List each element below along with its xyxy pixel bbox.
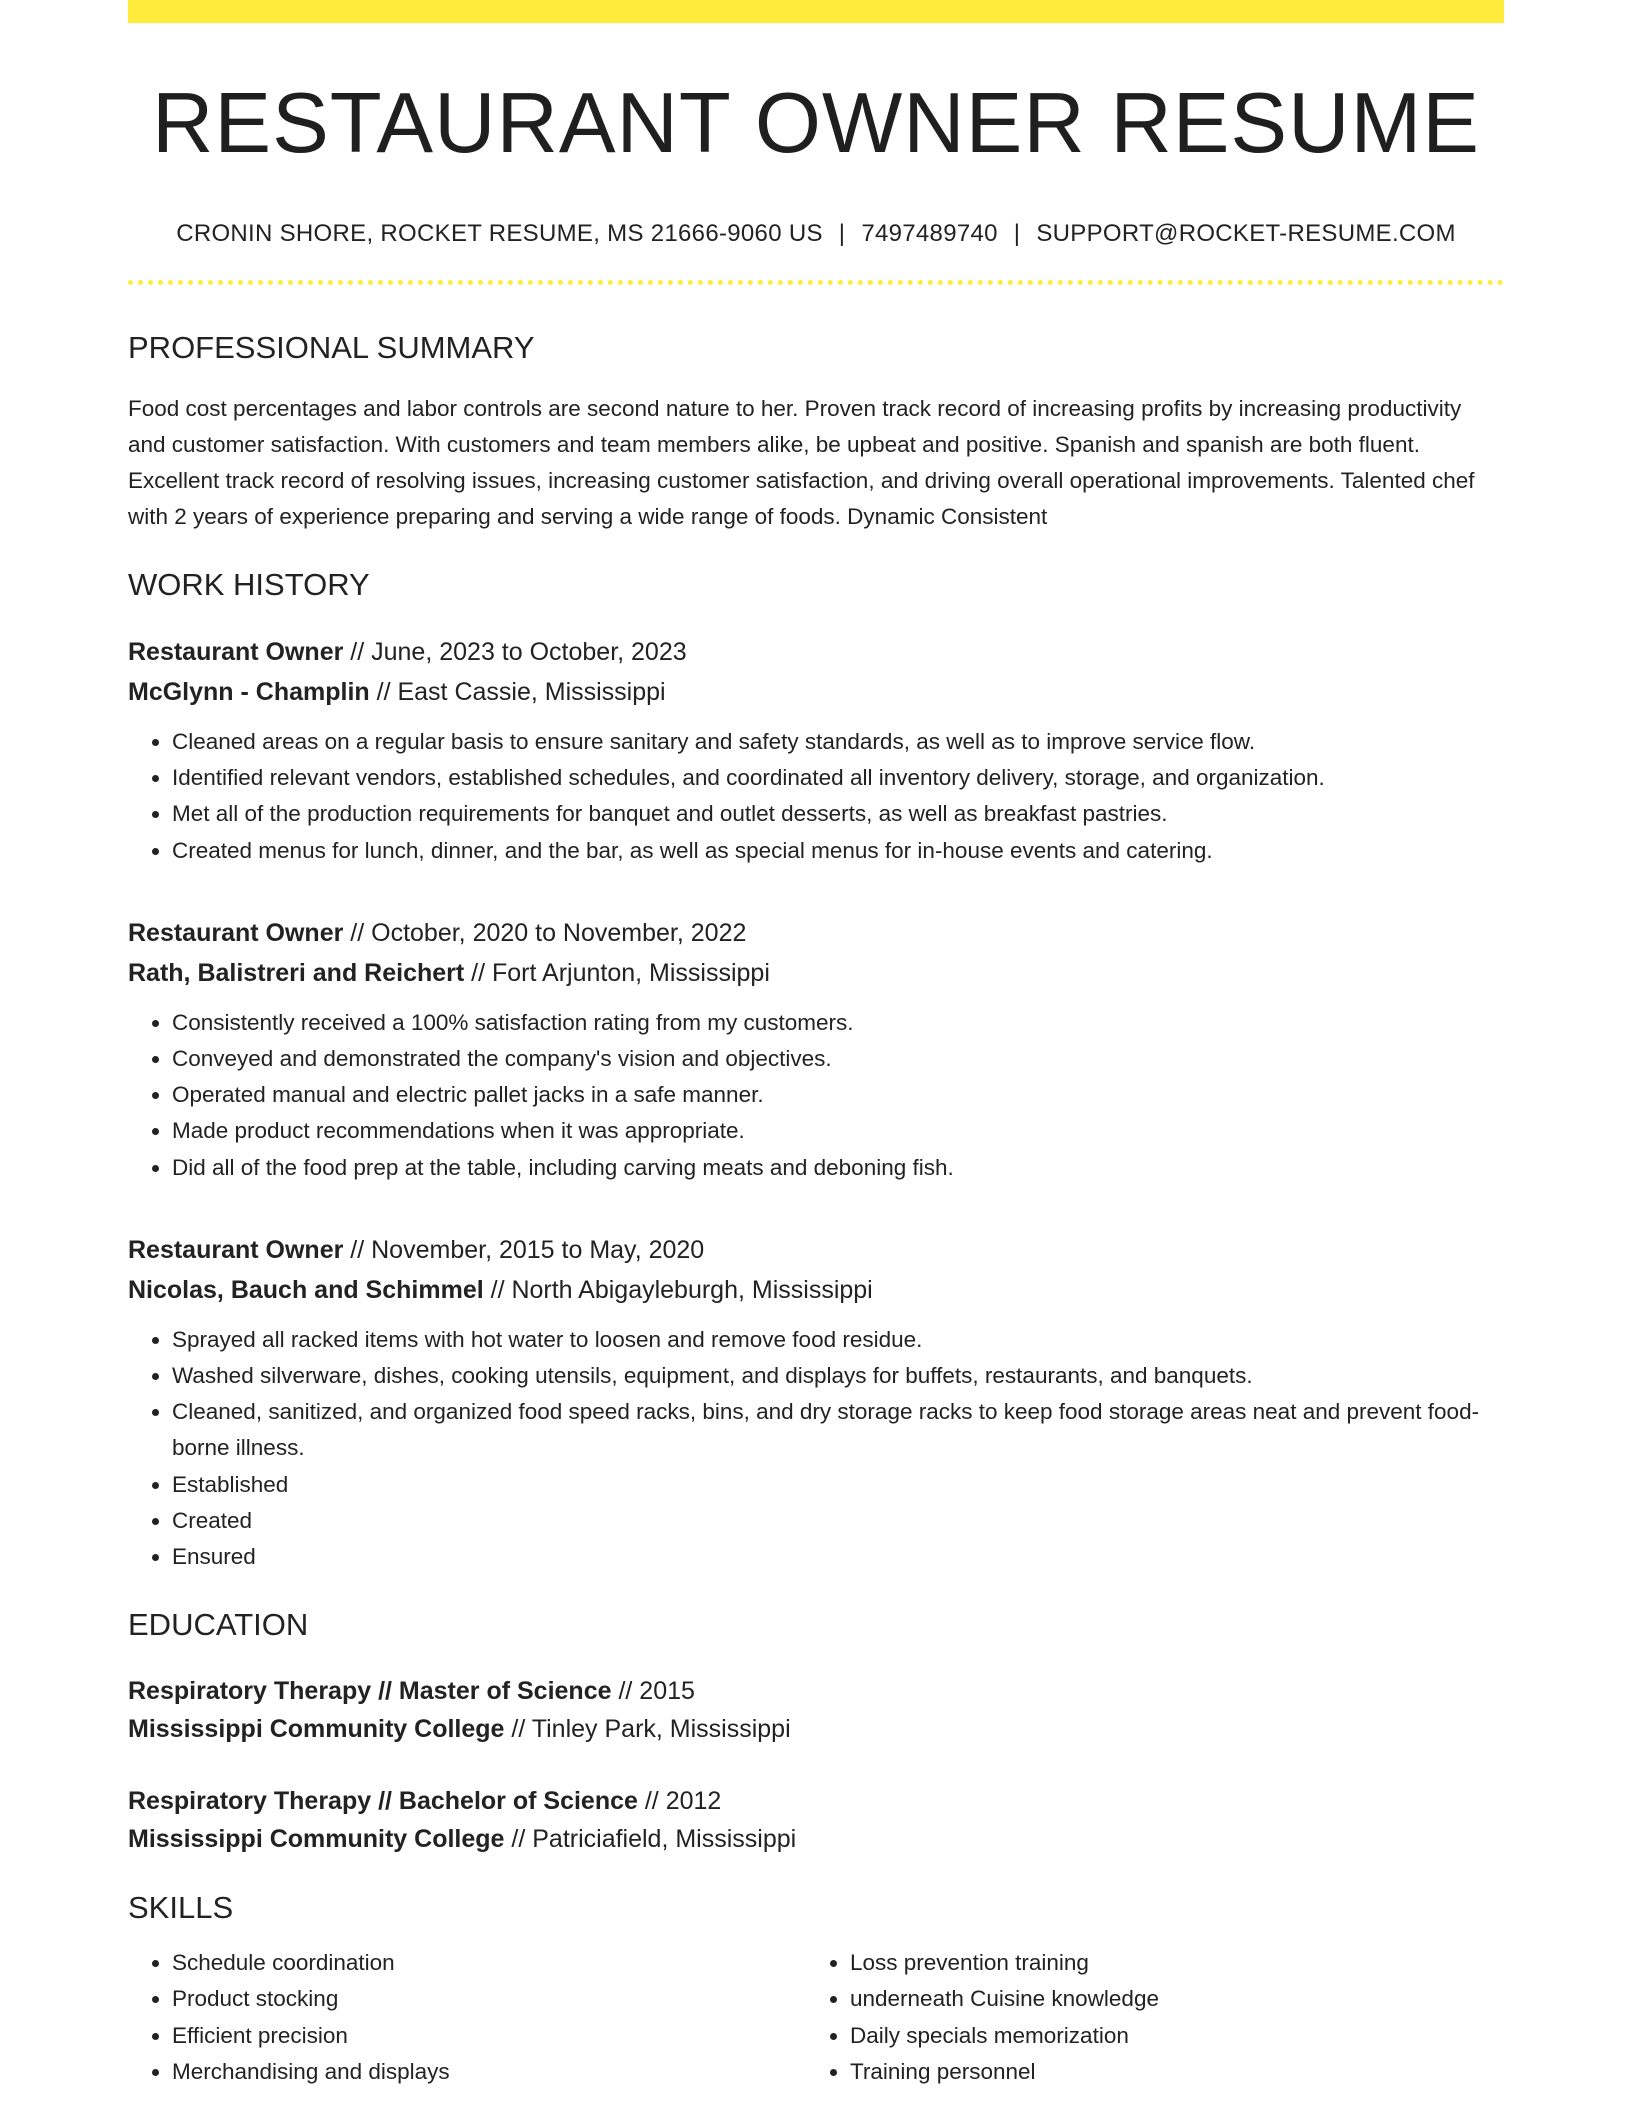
job-dates: // June, 2023 to October, 2023 — [343, 638, 687, 666]
list-item: • Merchandising and displays — [172, 2054, 806, 2090]
job-entry — [128, 632, 1504, 869]
job-dates: // November, 2015 to May, 2020 — [343, 1235, 705, 1264]
job-location: // North Abigayleburgh, Mississippi — [483, 1275, 873, 1304]
job-location: // East Cassie, Mississippi — [369, 678, 666, 706]
work-history-heading: WORK HISTORY — [128, 567, 370, 602]
job-title: Restaurant Owner — [128, 638, 344, 666]
contact-line — [128, 222, 1504, 246]
list-item: • Training personnel — [850, 2054, 1484, 2090]
skills-list-right — [806, 1945, 1484, 2090]
accent-top-bar — [128, 0, 1504, 23]
education-school-line — [128, 1710, 1504, 1748]
education-location: // Patriciafield, Mississippi — [504, 1825, 797, 1854]
list-item: • Consistently received a 100% satisfaction rating from my customers. — [172, 1005, 1504, 1041]
job-location: // Fort Arjunton, Mississippi — [464, 958, 770, 987]
job-title-line — [128, 913, 1504, 953]
skills-heading: SKILLS — [128, 1890, 234, 1926]
contact-separator: | — [1013, 220, 1021, 247]
job-title-line — [128, 1230, 1504, 1270]
education-entry — [128, 1672, 1504, 1748]
education-year: // 2012 — [637, 1787, 722, 1816]
job-company-line — [128, 1270, 1504, 1310]
job-company: Nicolas, Bauch and Schimmel — [128, 1275, 484, 1304]
job-title: Restaurant Owner — [128, 1235, 344, 1264]
resume-page — [128, 0, 1504, 2090]
education-degree: Respiratory Therapy // Bachelor of Science — [128, 1787, 638, 1816]
job-bullets — [128, 1005, 1504, 1186]
list-item: • Product stocking — [172, 1981, 806, 2017]
contact-email: SUPPORT@ROCKET-RESUME.COM — [1036, 220, 1456, 247]
list-item: • Washed silverware, dishes, cooking utensils, equipment, and displays for buffets, restaurants, and banquets. — [172, 1358, 1504, 1394]
education-heading: EDUCATION — [128, 1607, 309, 1643]
education-degree-line — [128, 1782, 1504, 1820]
list-item: • Cleaned, sanitized, and organized food speed racks, bins, and dry storage racks to keep food storage areas neat and prevent food-borne illness. — [172, 1394, 1504, 1466]
list-item: • underneath Cuisine knowledge — [850, 1981, 1484, 2017]
contact-address: CRONIN SHORE, ROCKET RESUME, MS 21666-9060 US — [176, 220, 823, 247]
dotted-divider — [128, 280, 1504, 285]
skills-columns — [128, 1945, 1504, 2090]
list-item: • Operated manual and electric pallet jacks in a safe manner. — [172, 1077, 1504, 1113]
contact-separator: | — [838, 220, 846, 247]
list-item: • Made product recommendations when it was appropriate. — [172, 1113, 1504, 1149]
job-title-line — [128, 632, 1504, 672]
education-year: // 2015 — [611, 1677, 695, 1706]
list-item: • Established — [172, 1467, 1504, 1503]
list-item: • Efficient precision — [172, 2018, 806, 2054]
list-item: • Cleaned areas on a regular basis to ensure sanitary and safety standards, as well as to improve service flow. — [172, 724, 1504, 760]
job-title: Restaurant Owner — [128, 918, 344, 947]
job-company: McGlynn - Champlin — [128, 678, 370, 706]
list-item: • Conveyed and demonstrated the company's vision and objectives. — [172, 1041, 1504, 1077]
resume-title: RESTAURANT OWNER RESUME — [151, 76, 1480, 171]
education-school: Mississippi Community College — [128, 1825, 505, 1854]
education-degree-line — [128, 1672, 1504, 1710]
education-location: // Tinley Park, Mississippi — [504, 1715, 791, 1744]
job-entry — [128, 1230, 1504, 1575]
job-bullets — [128, 1322, 1504, 1575]
list-item: • Daily specials memorization — [850, 2018, 1484, 2054]
job-dates: // October, 2020 to November, 2022 — [343, 918, 747, 947]
list-item: • Identified relevant vendors, established schedules, and coordinated all inventory delivery, storage, and organization. — [172, 760, 1504, 796]
job-company-line — [128, 672, 1504, 712]
list-item: • Created menus for lunch, dinner, and the bar, as well as special menus for in-house events and catering. — [172, 833, 1504, 869]
education-school-line — [128, 1820, 1504, 1858]
education-entry — [128, 1782, 1504, 1858]
job-company: Rath, Balistreri and Reichert — [128, 958, 465, 987]
list-item: • Created — [172, 1503, 1504, 1539]
list-item: • Ensured — [172, 1539, 1504, 1575]
job-bullets — [128, 724, 1504, 869]
contact-phone: 7497489740 — [861, 220, 998, 247]
job-company-line — [128, 953, 1504, 993]
education-school: Mississippi Community College — [128, 1715, 505, 1744]
list-item: • Schedule coordination — [172, 1945, 806, 1981]
education-degree: Respiratory Therapy // Master of Science — [128, 1677, 612, 1706]
job-entry — [128, 913, 1504, 1186]
summary-heading: PROFESSIONAL SUMMARY — [128, 330, 535, 365]
summary-text: Food cost percentages and labor controls are second nature to her. Proven track record of increasing profits by increasing productivity and customer satisfaction. With customers and team members alike, be upbeat and positive. Spanish and spanish are both fluent. Excellent track record of resolving issues, increasing customer satisfaction, and driving overall operational improvements. Talented chef with 2 years of experience preparing and serving a wide range of foods. Dynamic Consistent — [128, 396, 1475, 529]
list-item: • Met all of the production requirements for banquet and outlet desserts, as well as breakfast pastries. — [172, 796, 1504, 832]
list-item: • Loss prevention training — [850, 1945, 1484, 1981]
list-item: • Sprayed all racked items with hot water to loosen and remove food residue. — [172, 1322, 1504, 1358]
list-item: • Did all of the food prep at the table, including carving meats and deboning fish. — [172, 1150, 1504, 1186]
skills-list-left — [128, 1945, 806, 2090]
